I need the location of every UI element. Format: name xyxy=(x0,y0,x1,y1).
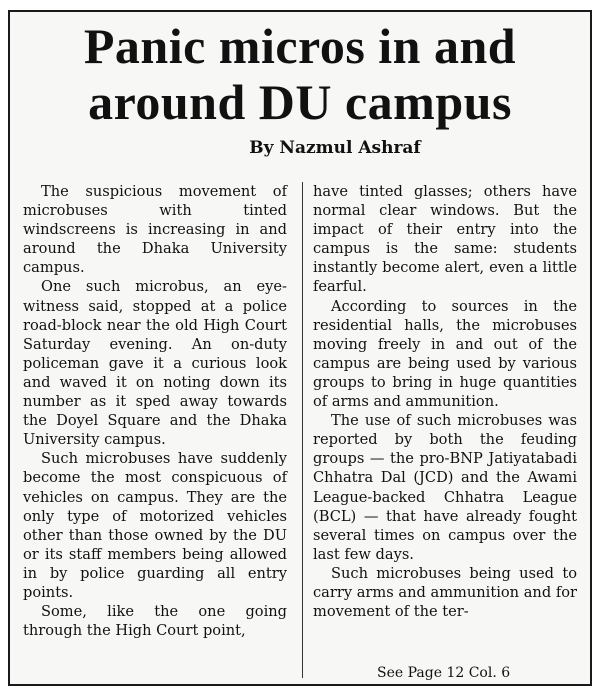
paragraph: One such microbus, an eye-witness said, stopped at a police road-block near the old High Court Saturday evening. An on-duty policeman gave it a curious look and waved it on noting down its number as it sped away towards the Doyel Square and the Dhaka University campus. xyxy=(23,278,287,449)
column-divider xyxy=(302,182,303,678)
headline xyxy=(10,18,590,130)
paragraph: The use of such microbuses was reported by both the feuding groups — the pro-BNP Jatiyatabadi Chhatra Dal (JCD) and the Awami League-backed Chhatra League (BCL) — that have already fought several times on campus over the last few days. xyxy=(313,412,577,563)
newspaper-clipping xyxy=(8,10,592,686)
paragraph: have tinted glasses; others have normal clear windows. But the impact of their entry into the campus is the same: students instantly become alert, even a little fearful. xyxy=(313,183,577,296)
paragraph: Some, like the one going through the High Court point, xyxy=(23,603,287,640)
headline-line-2: around DU campus xyxy=(88,74,512,130)
headline-line-1: Panic micros in and xyxy=(83,18,517,74)
left-column xyxy=(23,182,287,640)
right-column xyxy=(313,182,577,621)
article-body xyxy=(10,182,590,684)
continuation-note: See Page 12 Col. 6 xyxy=(377,665,511,681)
paragraph: Such microbuses being used to carry arms and ammunition and for movement of the ter- xyxy=(313,564,577,621)
byline: By Nazmul Ashraf xyxy=(249,138,421,158)
paragraph: The suspicious movement of microbuses with tinted windscreens is increasing in and around the Dhaka University campus. xyxy=(23,183,287,277)
paragraph: According to sources in the residential halls, the microbuses moving freely in and out of the campus are being used by various groups to bring in huge quantities of arms and ammunition. xyxy=(313,297,577,411)
paragraph: Such microbuses have suddenly become the most conspicuous of vehicles on campus. They are the only type of motorized vehicles other than those owned by the DU or its staff members being allowed in by police guarding all entry points. xyxy=(23,450,287,601)
